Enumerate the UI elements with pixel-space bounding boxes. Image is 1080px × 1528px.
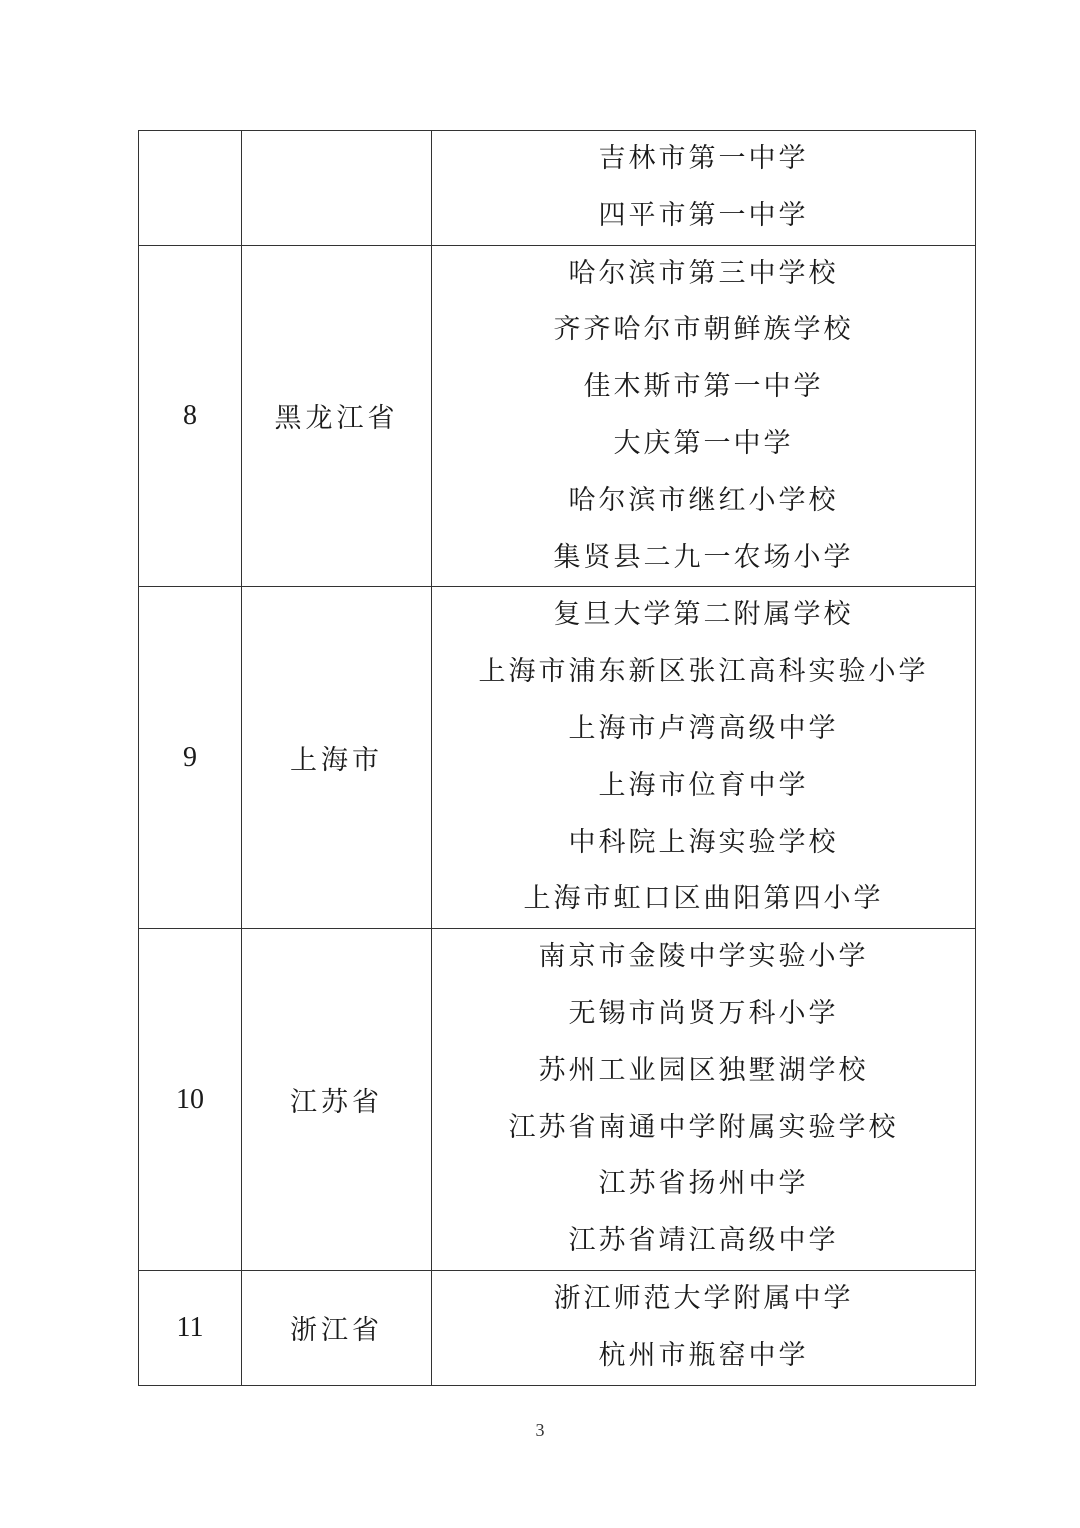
school-name: 哈尔滨市继红小学校 [568,484,839,516]
school-list [432,246,975,587]
province-name: 黑龙江省 [242,245,432,587]
school-name: 江苏省南通中学附属实验学校 [508,1111,899,1143]
school-cell [432,587,976,929]
table-row [139,1270,976,1385]
school-name: 南京市金陵中学实验小学 [538,941,869,973]
province-name: 江苏省 [242,929,432,1271]
school-name: 中科院上海实验学校 [568,826,839,858]
row-number: 9 [139,587,242,929]
school-cell [432,245,976,587]
school-name: 齐齐哈尔市朝鲜族学校 [553,314,854,346]
school-cell [432,1270,976,1385]
table-row [139,245,976,587]
school-list [432,131,975,245]
table-row [139,587,976,929]
school-name: 哈尔滨市第三中学校 [568,257,839,289]
page-number: 3 [535,1420,545,1440]
province-name [242,131,432,246]
table-row [139,929,976,1271]
province-name: 浙江省 [242,1270,432,1385]
row-number [139,131,242,246]
province-name: 上海市 [242,587,432,929]
schools-table [138,130,976,1386]
school-cell [432,131,976,246]
school-name: 浙江师范大学附属中学 [553,1282,854,1314]
school-list [432,1271,975,1385]
school-name: 复旦大学第二附属学校 [553,599,854,631]
row-number: 8 [139,245,242,587]
school-name: 江苏省扬州中学 [598,1168,809,1200]
table-row [139,131,976,246]
school-name: 上海市虹口区曲阳第四小学 [523,883,884,915]
school-name: 四平市第一中学 [598,199,809,231]
school-name: 江苏省靖江高级中学 [568,1225,839,1257]
school-name: 佳木斯市第一中学 [583,371,824,403]
school-name: 集贤县二九一农场小学 [553,541,854,573]
school-name: 上海市卢湾高级中学 [568,712,839,744]
school-name: 大庆第一中学 [613,427,794,459]
school-name: 杭州市瓶窑中学 [598,1339,809,1371]
school-name: 上海市浦东新区张江高科实验小学 [478,656,929,688]
school-list [432,929,975,1270]
row-number: 11 [139,1270,242,1385]
school-name: 吉林市第一中学 [598,143,809,174]
school-name: 上海市位育中学 [598,769,809,801]
school-cell [432,929,976,1271]
school-name: 无锡市尚贤万科小学 [568,997,839,1029]
school-name: 苏州工业园区独墅湖学校 [538,1054,869,1086]
row-number: 10 [139,929,242,1271]
school-list [432,587,975,928]
